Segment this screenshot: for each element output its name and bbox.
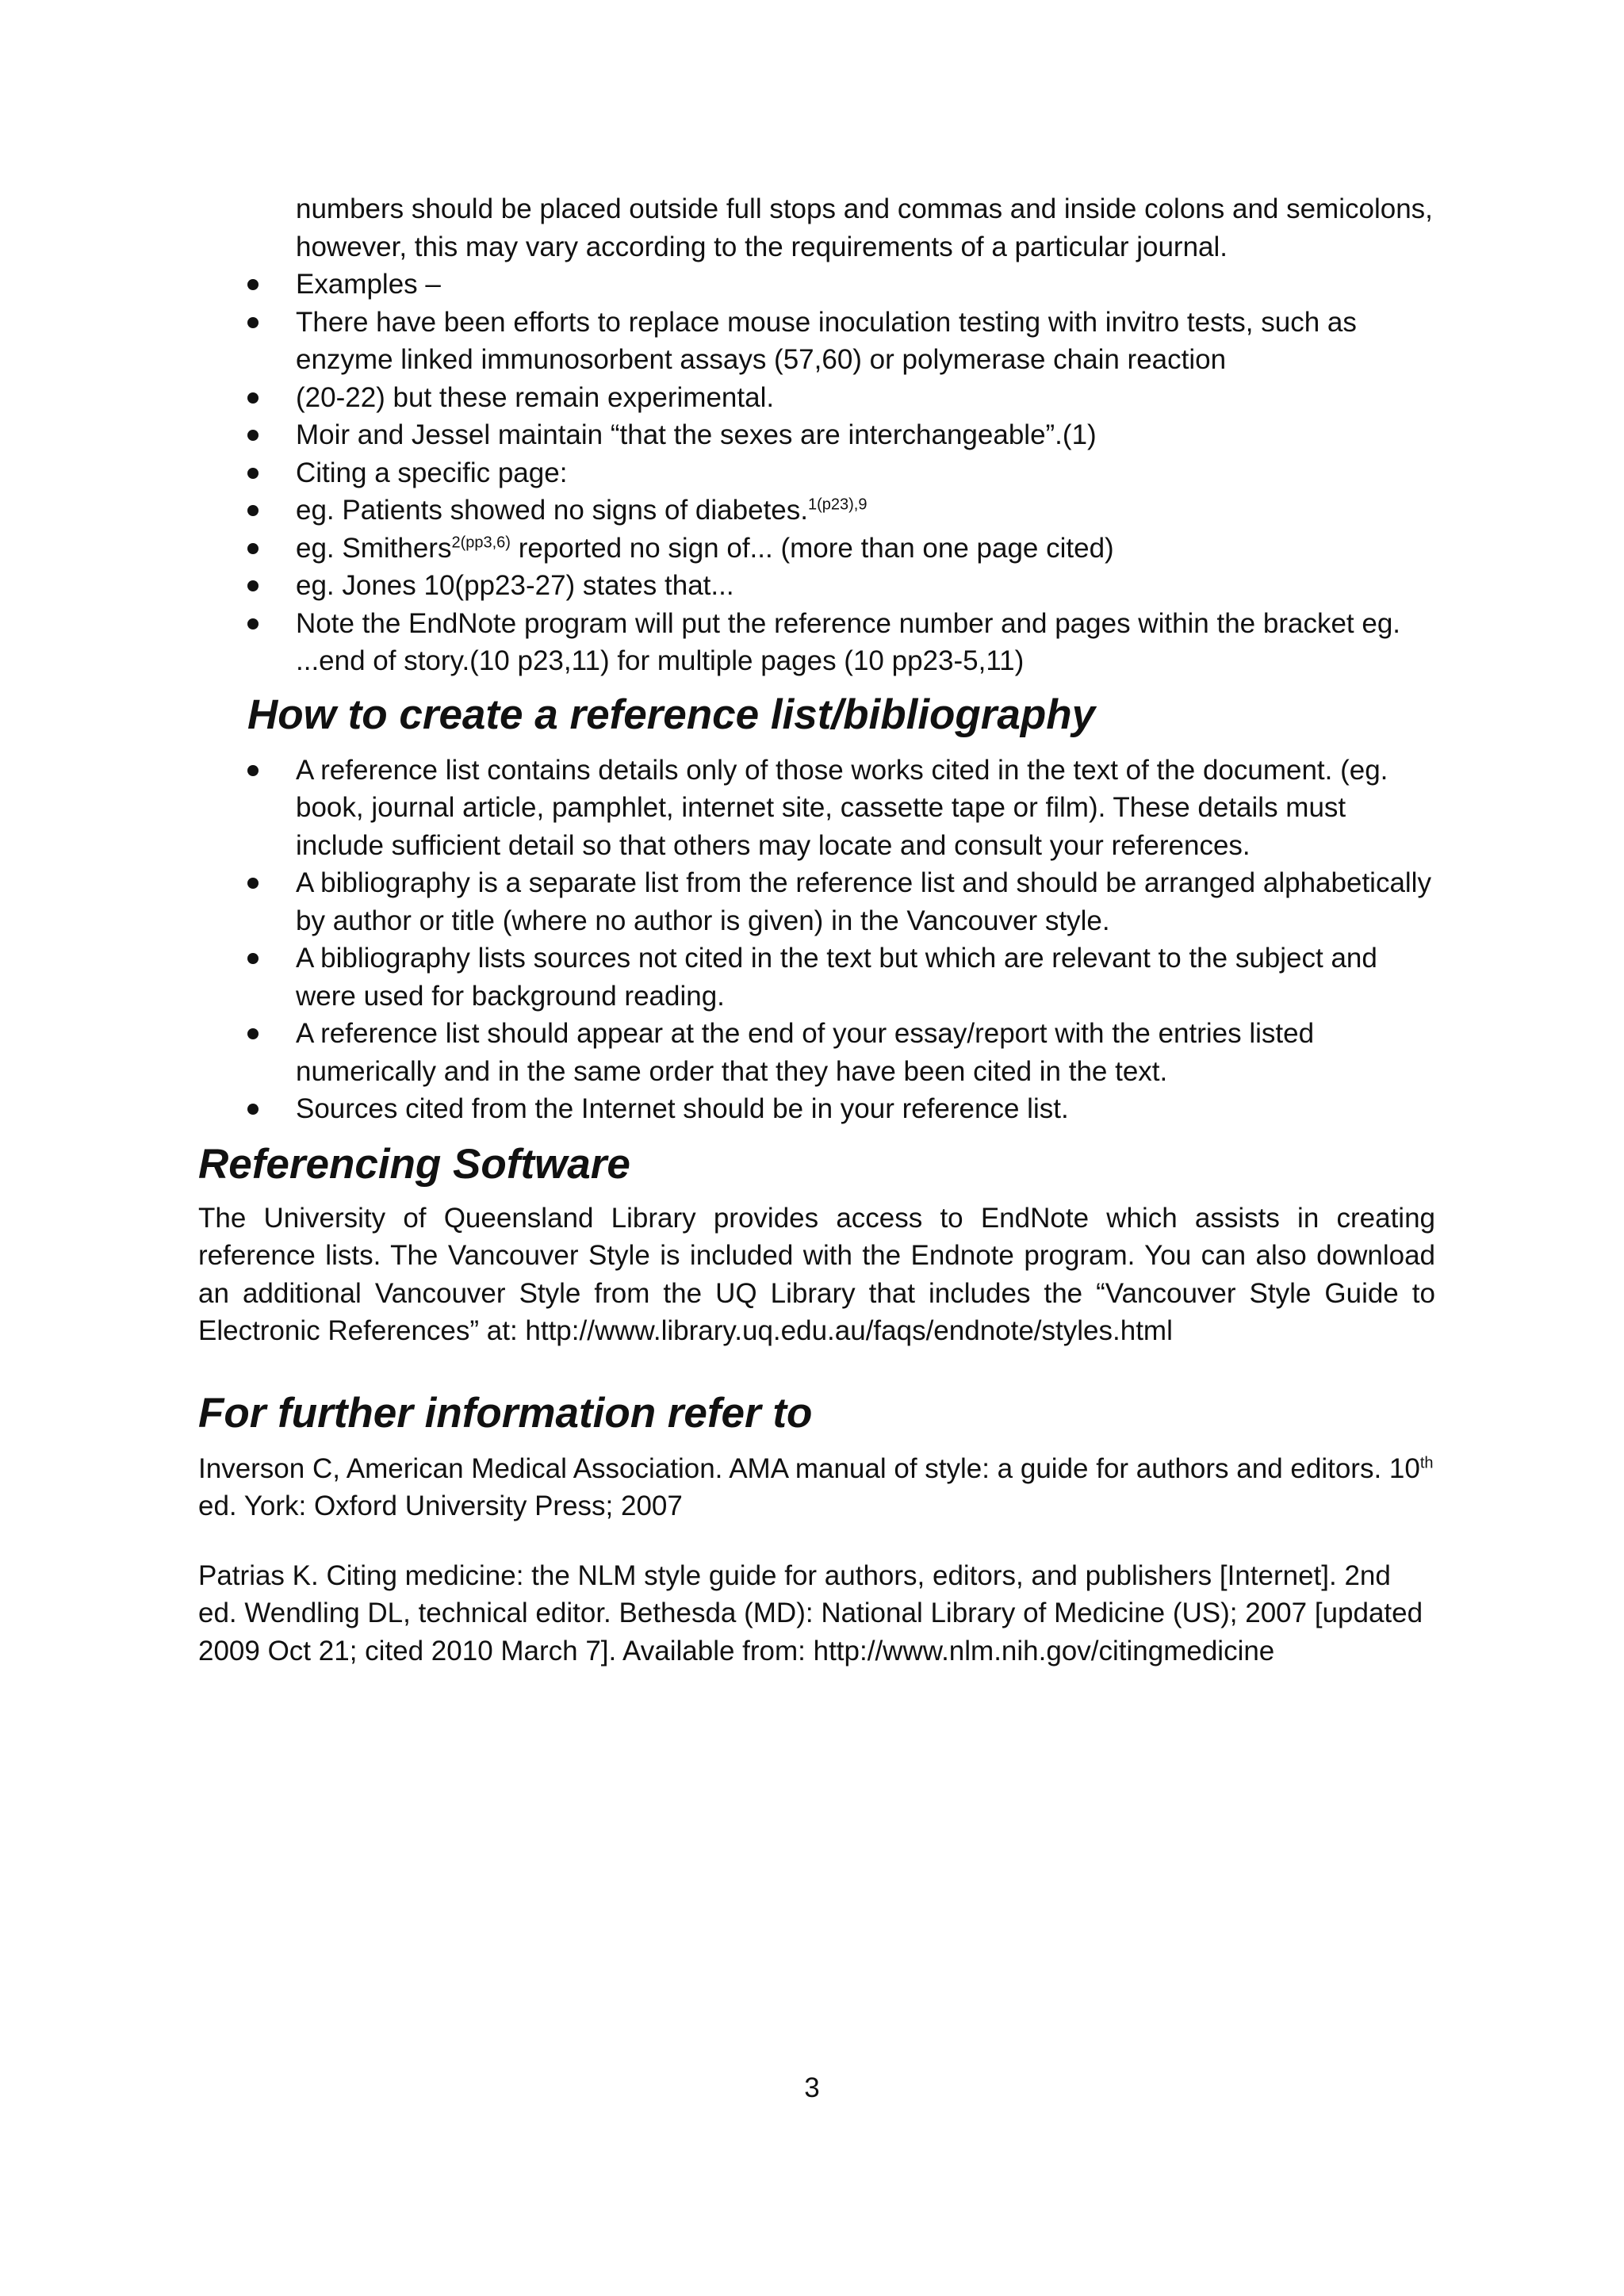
- bullet-icon: [247, 392, 259, 404]
- citation-superscript: 2(pp3,6): [451, 533, 511, 551]
- bullet-icon: [247, 468, 259, 479]
- bullet-icon: [247, 505, 259, 516]
- heading-referencing-software: Referencing Software: [198, 1140, 630, 1188]
- reference-entry-nlm: Patrias K. Citing medicine: the NLM style guide for authors, editors, and publishers [Internet]. 2nd ed. Wendling DL, technical editor. Bethesda (MD): National Library of Medicine (US); 2007 [updated 2009 Oct 21; cited 2010 March 7]. Available from: http://www.nlm.nih.gov/citingmedicine: [198, 1559, 1423, 1667]
- list-item: Sources cited from the Internet should be in your reference list.: [198, 1090, 1435, 1128]
- list-item: A reference list contains details only of those works cited in the text of the document. (eg. book, journal article, pamphlet, internet site, cassette tape or film). These details must include sufficient detail so that others may locate and consult your references.: [198, 752, 1435, 865]
- bullet-icon: [247, 430, 259, 441]
- bullet-icon: [247, 279, 259, 290]
- list-item: eg. Jones 10(pp23-27) states that...: [198, 567, 1435, 605]
- bullet-icon: [247, 878, 259, 889]
- bullet-icon: [247, 580, 259, 591]
- bullet-icon: [247, 543, 259, 554]
- list-item: Citing a specific page:: [198, 454, 1435, 492]
- list-item: eg. Patients showed no signs of diabetes.$^{1(p23),9}$: [198, 492, 1435, 530]
- heading-reference-list: How to create a reference list/bibliography: [247, 691, 1096, 738]
- citing-examples-list: [198, 266, 1435, 680]
- bullet-icon: [247, 317, 259, 328]
- list-item: Note the EndNote program will put the reference number and pages within the bracket eg. ...end of story.(10 p23,11) for multiple pages (10 pp23-5,11): [198, 605, 1435, 680]
- ordinal-superscript: th: [1419, 1453, 1434, 1471]
- continuation-paragraph: numbers should be placed outside full stops and commas and inside colons and semicolons, however, this may vary according to the requirements of a particular journal.: [296, 193, 1433, 262]
- document-page: [198, 190, 1435, 1670]
- reference-list-guidelines: [198, 752, 1435, 1128]
- list-item: There have been efforts to replace mouse inoculation testing with invitro tests, such as enzyme linked immunosorbent assays (57,60) or polymerase chain reaction: [198, 304, 1435, 379]
- page-number: 3: [804, 2072, 820, 2103]
- bullet-icon: [247, 1028, 259, 1039]
- software-paragraph: The University of Queensland Library provides access to EndNote which assists in creating reference lists. The Vancouver Style is included with the Endnote program. You can also download an additional Vancouver Style from the UQ Library that includes the “Vancouver Style Guide to Electronic References” at: http://www.library.uq.edu.au/faqs/endnote/styles.html: [198, 1202, 1435, 1346]
- list-item: A bibliography is a separate list from the reference list and should be arranged alphabetically by author or title (where no author is given) in the Vancouver style.: [198, 864, 1435, 939]
- reference-entry-ama: Inverson C, American Medical Association. AMA manual of style: a guide for authors and editors. 10th ed. York: Oxford University Press; 2007: [198, 1452, 1434, 1521]
- list-item: Examples –: [198, 266, 1435, 304]
- list-item: A reference list should appear at the end of your essay/report with the entries listed numerically and in the same order that they have been cited in the text.: [198, 1015, 1435, 1090]
- bullet-icon: [247, 953, 259, 964]
- bullet-icon: [247, 765, 259, 776]
- list-item: Moir and Jessel maintain “that the sexes are interchangeable”.(1): [198, 416, 1435, 454]
- heading-further-information: For further information refer to: [198, 1389, 813, 1437]
- citation-superscript: 1(p23),9: [807, 496, 868, 514]
- list-item: A bibliography lists sources not cited in the text but which are relevant to the subject and were used for background reading.: [198, 939, 1435, 1015]
- list-item: eg. Smithers$^{2(pp3,6)}$ reported no sign of... (more than one page cited): [198, 530, 1435, 568]
- list-item: (20-22) but these remain experimental.: [198, 379, 1435, 417]
- bullet-icon: [247, 618, 259, 629]
- bullet-icon: [247, 1104, 259, 1115]
